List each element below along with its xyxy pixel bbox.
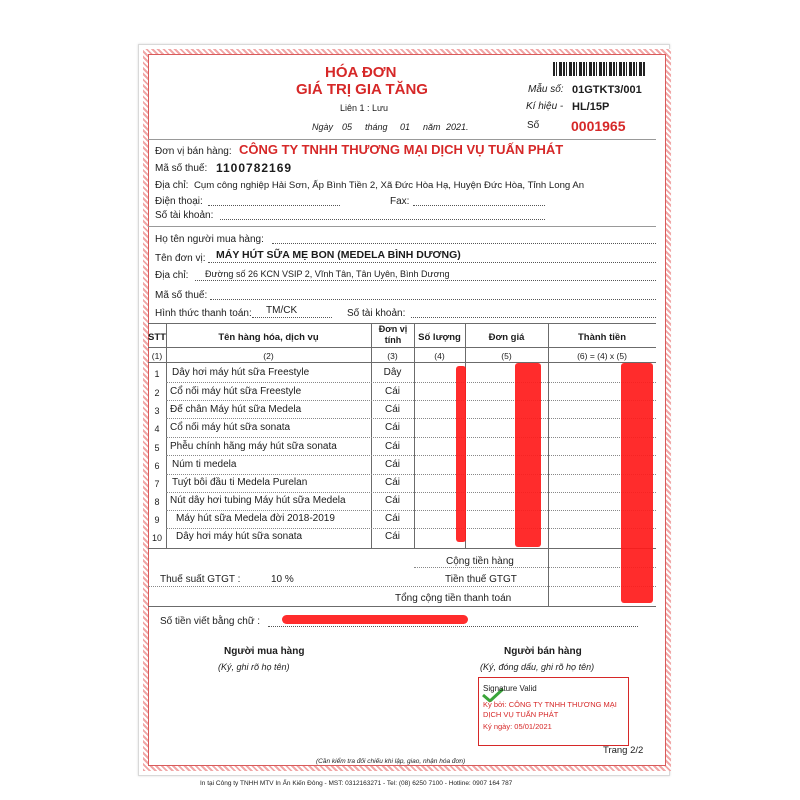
row-name: Cổ nối máy hút sữa Freestyle	[170, 386, 302, 397]
row-unit: Cái	[384, 495, 400, 506]
symbol-value: HL/15P	[572, 101, 610, 113]
invoice-title: HÓA ĐƠN	[325, 64, 397, 81]
number-label: Số	[527, 120, 540, 131]
idx-3: (3)	[387, 351, 398, 361]
check-note: (Cần kiểm tra đối chiếu khi lập, giao, nhận hóa đơn)	[316, 758, 466, 765]
buyer-unit-value: MÁY HÚT SỮA MẸ BON (MEDELA BÌNH DƯƠNG)	[216, 249, 461, 261]
row-stt: 7	[154, 479, 160, 489]
seller-phone-label: Điện thoại:	[155, 196, 203, 207]
col-amount: Thành tiền	[577, 332, 627, 343]
row-stt: 9	[154, 515, 160, 525]
payment-label: Hình thức thanh toán:	[155, 308, 252, 319]
date-prefix: Ngày	[312, 122, 334, 132]
seller-account-label: Số tài khoản:	[155, 210, 214, 221]
row-stt: 1	[154, 369, 160, 379]
vat-rate-value: 10 %	[271, 574, 294, 585]
seller-sign-note: (Ký, đóng dấu, ghi rõ họ tên)	[480, 662, 595, 672]
buyer-sign-title: Người mua hàng	[224, 646, 305, 657]
col-stt: STT	[148, 332, 166, 343]
row-name: Núm ti medela	[172, 459, 237, 470]
signer-name: Ký bởi: CÔNG TY TNHH THƯƠNG MẠI DỊCH VỤ TUẤN PHÁT	[483, 700, 617, 719]
invoice-subtitle: GIÁ TRỊ GIA TĂNG	[296, 81, 428, 98]
row-name: Dây hơi máy hút sữa sonata	[176, 531, 303, 542]
row-stt: 5	[154, 443, 160, 453]
printer-info: In tại Công ty TNHH MTV In Ấn Kiến Đông - MST: 0312163271 - Tel: (08) 6250 7100 - Hotline: 0907 164 787	[200, 780, 513, 787]
seller-unit-value: CÔNG TY TNHH THƯƠNG MẠI DỊCH VỤ TUẤN PHÁT	[239, 142, 564, 157]
idx-4: (4)	[434, 351, 445, 361]
row-stt: 8	[154, 497, 160, 507]
payment-value: TM/CK	[266, 305, 298, 316]
signing-date: Ký ngày: 05/01/2021	[483, 722, 552, 731]
row-unit: Cái	[384, 513, 400, 524]
buyer-account-label: Số tài khoản:	[347, 308, 406, 319]
row-name: Đế chân Máy hút sữa Medela	[170, 404, 302, 415]
signature-valid-text: Signature Valid	[483, 684, 537, 693]
row-unit: Cái	[384, 404, 400, 415]
idx-5: (5)	[501, 351, 512, 361]
row-unit: Cái	[384, 459, 400, 470]
row-name: Máy hút sữa Medela đời 2018-2019	[176, 513, 335, 524]
buyer-unit-label: Tên đơn vị:	[155, 253, 206, 264]
vat-amount-label: Tiền thuế GTGT	[445, 574, 517, 585]
seller-sign-title: Người bán hàng	[504, 646, 582, 657]
page-number: Trang 2/2	[603, 745, 644, 756]
row-name: Cổ nối máy hút sữa sonata	[170, 422, 291, 433]
date-day: 05	[342, 122, 353, 132]
form-value: 01GTKT3/001	[572, 84, 642, 96]
seller-address-label: Địa chỉ:	[155, 180, 189, 191]
row-unit: Cái	[384, 531, 400, 542]
row-unit: Cái	[384, 477, 400, 488]
redaction-price	[515, 363, 541, 547]
vat-rate-label: Thuế suất GTGT :	[160, 574, 241, 585]
row-stt: 3	[154, 406, 160, 416]
month-prefix: tháng	[365, 122, 388, 132]
row-stt: 10	[151, 533, 162, 543]
copy-label: Liên 1 : Lưu	[340, 103, 389, 113]
buyer-address-value: Đường số 26 KCN VSIP 2, Vĩnh Tân, Tân Uyên, Bình Dương	[205, 269, 450, 279]
row-unit: Dây	[383, 367, 402, 378]
row-name: Phễu chính hãng máy hút sữa sonata	[170, 441, 337, 452]
redaction-amount	[621, 363, 653, 603]
idx-1: (1)	[151, 351, 163, 361]
row-stt: 6	[154, 461, 160, 471]
grand-total-label: Tổng cộng tiền thanh toán	[395, 593, 512, 604]
col-qty: Số lượng	[418, 332, 461, 343]
seller-unit-label: Đơn vị bán hàng:	[155, 146, 232, 157]
redaction-quantity	[456, 366, 466, 542]
row-unit: Cái	[384, 441, 400, 452]
row-stt: 2	[154, 388, 160, 398]
buyer-name-label: Họ tên người mua hàng:	[155, 234, 264, 245]
symbol-label: Kí hiệu -	[526, 101, 564, 112]
seller-tax-label: Mã số thuế:	[155, 163, 208, 174]
seller-tax-value: 1100782169	[216, 161, 293, 175]
buyer-sign-note: (Ký, ghi rõ họ tên)	[218, 662, 290, 672]
seller-fax-label: Fax:	[390, 196, 410, 207]
barcode	[553, 62, 645, 76]
row-name: Nút dây hơi tubing Máy hút sữa Medela	[170, 495, 346, 506]
row-name: Tuýt bôi đầu ti Medela Purelan	[172, 477, 308, 488]
year-prefix: năm	[423, 122, 441, 132]
row-unit: Cái	[384, 386, 400, 397]
amount-words-label: Số tiền viết bằng chữ :	[160, 616, 261, 627]
idx-6: (6) = (4) x (5)	[577, 351, 627, 361]
idx-2: (2)	[263, 351, 274, 361]
date-year: 2021.	[446, 122, 469, 132]
row-unit: Cái	[384, 422, 400, 433]
invoice-number: 0001965	[571, 118, 626, 134]
form-label: Mẫu số:	[528, 84, 564, 95]
subtotal-label: Cộng tiền hàng	[446, 556, 514, 567]
date-month: 01	[400, 122, 411, 132]
col-price: Đơn giá	[488, 332, 525, 343]
redaction-words	[282, 615, 468, 624]
row-stt: 4	[154, 424, 160, 434]
buyer-tax-label: Mã số thuế:	[155, 290, 208, 301]
col-unit: Đơn vị tính	[378, 324, 408, 345]
seller-address-value: Cụm công nghiệp Hải Sơn, Ấp Bình Tiền 2, Xã Đức Hòa Hạ, Huyện Đức Hòa, Tỉnh Long An	[194, 180, 585, 191]
row-name: Dây hơi máy hút sữa Freestyle	[172, 367, 310, 378]
buyer-address-label: Địa chỉ:	[155, 270, 189, 281]
col-name: Tên hàng hóa, dịch vụ	[218, 332, 319, 343]
